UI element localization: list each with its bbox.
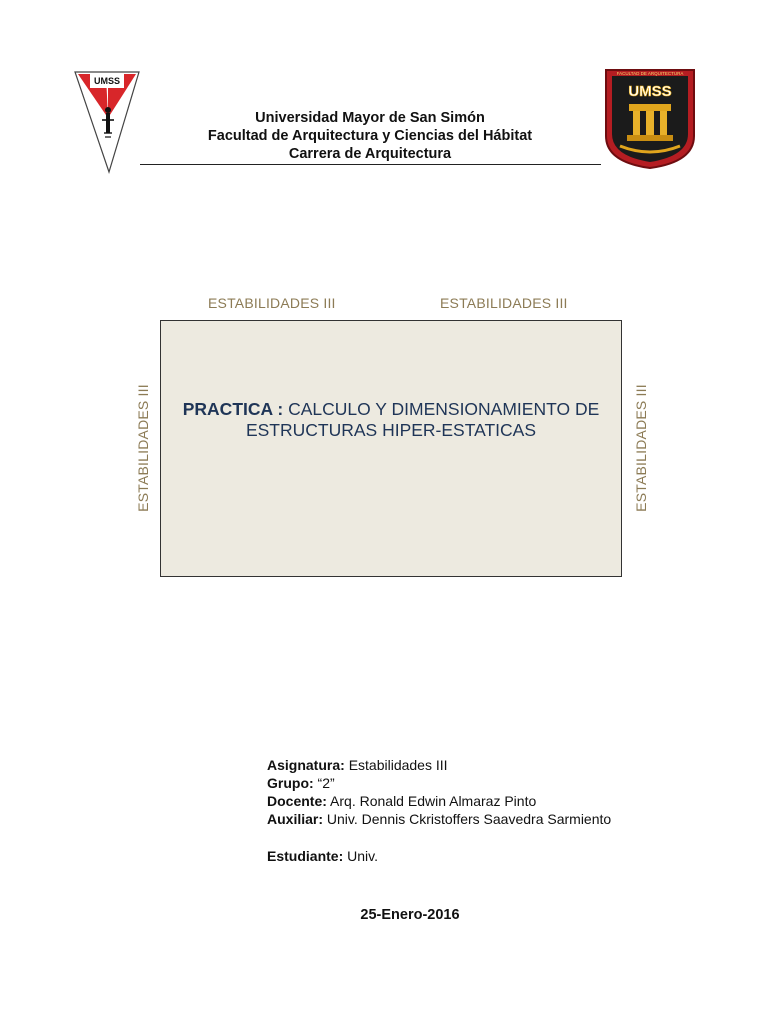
- info-spacer: [267, 828, 611, 847]
- watermark-side-left: ESTABILIDADES III: [135, 384, 151, 512]
- header-divider: [140, 164, 601, 165]
- docente-label: Docente:: [267, 793, 327, 809]
- umss-logo-left: [74, 70, 140, 174]
- info-row-estudiante: [267, 847, 611, 865]
- document-date: 25-Enero-2016: [360, 907, 460, 923]
- right-logo-banner: FACULTAD DE ARQUITECTURA: [616, 71, 684, 76]
- docente-value: Arq. Ronald Edwin Almaraz Pinto: [330, 793, 537, 809]
- practice-title-line2: ESTRUCTURAS HIPER-ESTATICAS: [245, 420, 537, 440]
- institution-header: [140, 109, 600, 163]
- course-info: [267, 756, 611, 865]
- left-logo-text: UMSS: [93, 76, 121, 86]
- faculty-shield-logo: [602, 66, 698, 170]
- asignatura-label: Asignatura:: [267, 757, 345, 773]
- watermark-side-right: ESTABILIDADES III: [633, 384, 649, 512]
- grupo-label: Grupo:: [267, 775, 314, 791]
- asignatura-value: Estabilidades III: [348, 757, 448, 773]
- auxiliar-label: Auxiliar:: [267, 811, 324, 827]
- info-row-docente: [267, 792, 611, 810]
- practice-label: PRACTICA :: [182, 399, 284, 419]
- watermark-top-left: ESTABILIDADES III: [208, 295, 336, 311]
- watermark-top-right: ESTABILIDADES III: [440, 295, 568, 311]
- estudiante-value: Univ.: [347, 848, 378, 864]
- practice-title-box: [160, 320, 622, 577]
- auxiliar-value: Univ. Dennis Ckristoffers Saavedra Sarmiento: [326, 811, 612, 827]
- faculty-name: Facultad de Arquitectura y Ciencias del Hábitat: [207, 128, 533, 144]
- info-row-asignatura: [267, 756, 611, 774]
- practice-title-line1: CALCULO Y DIMENSIONAMIENTO DE: [288, 399, 600, 419]
- right-logo-text: UMSS: [628, 83, 672, 100]
- practice-title: [161, 399, 621, 441]
- estudiante-label: Estudiante:: [267, 848, 344, 864]
- career-name: Carrera de Arquitectura: [288, 146, 452, 162]
- info-row-grupo: [267, 774, 611, 792]
- university-name: Universidad Mayor de San Simón: [255, 110, 485, 126]
- info-row-auxiliar: [267, 810, 611, 828]
- grupo-value: “2”: [317, 775, 335, 791]
